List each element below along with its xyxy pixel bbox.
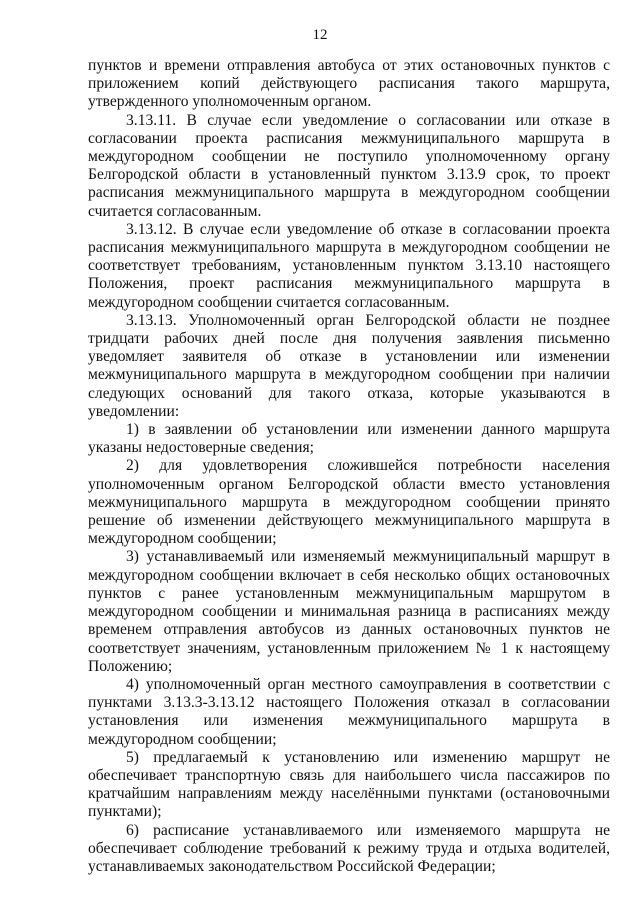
page-number: 12 xyxy=(312,27,328,43)
list-item-3: 3) устанавливаемый или изменяемый межмуниципальный маршрут в междугородном сообщении включает в себя несколько общих остановочных пунктов с ранее установленным межмуниципальным маршрутом в междугородном сообщении и минимальная разница в расписаниях между временем отправления автобусов из данных остановочных пунктов не соответствует значениям, установленным приложением № 1 к настоящему Положению; xyxy=(88,548,610,675)
paragraph-3-13-12: 3.13.12. В случае если уведомление об отказе в согласовании проекта расписания межмуниципального маршрута в междугородном сообщении не соответствует требованиям, установленным пунктом 3.13.10 настоящего Положения, проект расписания межмуниципального маршрута в междугородном сообщении считается согласованным. xyxy=(88,220,610,311)
paragraph-3-13-13: 3.13.13. Уполномоченный орган Белгородской области не позднее тридцати рабочих дней после дня получения заявления письменно уведомляет заявителя об отказе в установлении или изменении межмуниципального маршрута в междугородном сообщении при наличии следующих оснований для такого отказа, которые указываются в уведомлении: xyxy=(88,311,610,420)
list-item-5: 5) предлагаемый к установлению или изменению маршрут не обеспечивает транспортную связь для наибольшего числа пассажиров по кратчайшим направлениям между населёнными пунктами (остановочными пунктами); xyxy=(88,748,610,821)
paragraph-3-13-11: 3.13.11. В случае если уведомление о согласовании или отказе в согласовании проекта расписания межмуниципального маршрута в междугородном сообщении не поступило уполномоченному органу Белгородской области в установленный пунктом 3.13.9 срок, то проект расписания межмуниципального маршрута в междугородном сообщении считается согласованным. xyxy=(88,111,610,220)
list-item-4: 4) уполномоченный орган местного самоуправления в соответствии с пунктами 3.13.3-3.13.12 настоящего Положения отказал в согласовании установления или изменения межмуниципального маршрута в междугородном сообщении; xyxy=(88,675,610,748)
document-body xyxy=(88,57,610,876)
list-item-6: 6) расписание устанавливаемого или изменяемого маршрута не обеспечивает соблюдение требований к режиму труда и отдыха водителей, устанавливаемых законодательством Российской Федерации; xyxy=(88,821,610,875)
paragraph-continuation: пунктов и времени отправления автобуса от этих остановочных пунктов с приложением копий действующего расписания такого маршрута, утвержденного уполномоченным органом. xyxy=(88,57,610,111)
list-item-2: 2) для удовлетворения сложившейся потребности населения уполномоченным органом Белгородской области вместо установления межмуниципального маршрута в междугородном сообщении принято решение об изменении действующего межмуниципального маршрута в междугородном сообщении; xyxy=(88,457,610,548)
list-item-1: 1) в заявлении об установлении или изменении данного маршрута указаны недостоверные сведения; xyxy=(88,421,610,457)
